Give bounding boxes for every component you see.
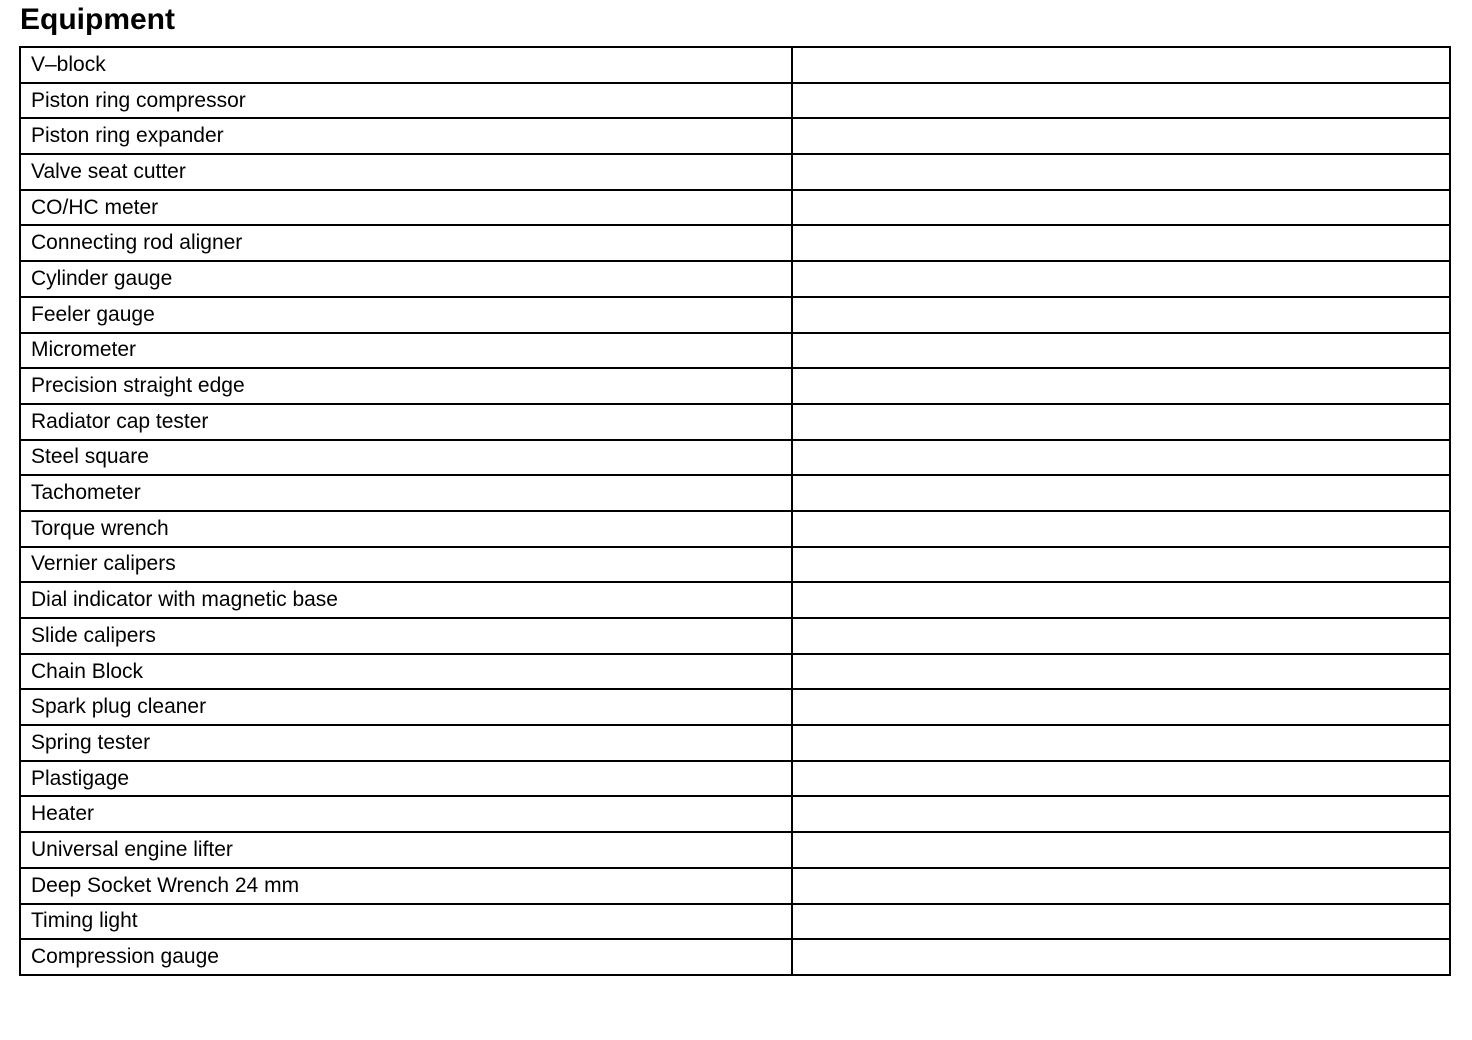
table-row <box>20 939 1450 975</box>
table-row <box>20 118 1450 154</box>
table-row <box>20 154 1450 190</box>
table-row <box>20 297 1450 333</box>
table-row <box>20 868 1450 904</box>
equipment-table <box>19 46 1451 976</box>
equipment-name-cell: Piston ring expander <box>20 118 792 154</box>
equipment-name-cell: Compression gauge <box>20 939 792 975</box>
equipment-name-cell: Cylinder gauge <box>20 261 792 297</box>
table-row <box>20 404 1450 440</box>
equipment-name-cell: Spring tester <box>20 725 792 761</box>
table-row <box>20 904 1450 940</box>
equipment-value-cell <box>792 939 1450 975</box>
table-row <box>20 261 1450 297</box>
equipment-name-cell: Chain Block <box>20 654 792 690</box>
table-row <box>20 832 1450 868</box>
equipment-value-cell <box>792 333 1450 369</box>
equipment-value-cell <box>792 440 1450 476</box>
table-row <box>20 190 1450 226</box>
equipment-name-cell: Feeler gauge <box>20 297 792 333</box>
equipment-value-cell <box>792 118 1450 154</box>
equipment-value-cell <box>792 368 1450 404</box>
equipment-value-cell <box>792 190 1450 226</box>
equipment-value-cell <box>792 761 1450 797</box>
table-row <box>20 440 1450 476</box>
equipment-name-cell: Universal engine lifter <box>20 832 792 868</box>
table-row <box>20 511 1450 547</box>
equipment-value-cell <box>792 904 1450 940</box>
equipment-value-cell <box>792 297 1450 333</box>
table-row <box>20 83 1450 119</box>
table-row <box>20 654 1450 690</box>
equipment-name-cell: Dial indicator with magnetic base <box>20 582 792 618</box>
table-row <box>20 333 1450 369</box>
equipment-name-cell: Valve seat cutter <box>20 154 792 190</box>
equipment-name-cell: Slide calipers <box>20 618 792 654</box>
table-row <box>20 689 1450 725</box>
equipment-value-cell <box>792 547 1450 583</box>
equipment-value-cell <box>792 47 1450 83</box>
equipment-name-cell: Micrometer <box>20 333 792 369</box>
equipment-value-cell <box>792 689 1450 725</box>
equipment-name-cell: Deep Socket Wrench 24 mm <box>20 868 792 904</box>
equipment-value-cell <box>792 618 1450 654</box>
equipment-name-cell: Plastigage <box>20 761 792 797</box>
equipment-value-cell <box>792 475 1450 511</box>
equipment-table-body <box>20 47 1450 975</box>
equipment-value-cell <box>792 654 1450 690</box>
table-row <box>20 725 1450 761</box>
table-row <box>20 618 1450 654</box>
equipment-name-cell: Radiator cap tester <box>20 404 792 440</box>
table-row <box>20 475 1450 511</box>
equipment-name-cell: Heater <box>20 796 792 832</box>
table-row <box>20 582 1450 618</box>
equipment-name-cell: V–block <box>20 47 792 83</box>
table-row <box>20 796 1450 832</box>
equipment-name-cell: Spark plug cleaner <box>20 689 792 725</box>
equipment-value-cell <box>792 225 1450 261</box>
equipment-value-cell <box>792 404 1450 440</box>
table-row <box>20 47 1450 83</box>
equipment-name-cell: Vernier calipers <box>20 547 792 583</box>
equipment-value-cell <box>792 582 1450 618</box>
equipment-value-cell <box>792 725 1450 761</box>
equipment-value-cell <box>792 83 1450 119</box>
equipment-value-cell <box>792 154 1450 190</box>
equipment-name-cell: Timing light <box>20 904 792 940</box>
table-row <box>20 368 1450 404</box>
equipment-name-cell: Connecting rod aligner <box>20 225 792 261</box>
equipment-value-cell <box>792 868 1450 904</box>
table-row <box>20 225 1450 261</box>
equipment-value-cell <box>792 832 1450 868</box>
equipment-name-cell: Torque wrench <box>20 511 792 547</box>
equipment-value-cell <box>792 796 1450 832</box>
equipment-name-cell: CO/HC meter <box>20 190 792 226</box>
equipment-name-cell: Steel square <box>20 440 792 476</box>
equipment-value-cell <box>792 511 1450 547</box>
equipment-name-cell: Piston ring compressor <box>20 83 792 119</box>
equipment-name-cell: Tachometer <box>20 475 792 511</box>
table-row <box>20 547 1450 583</box>
table-row <box>20 761 1450 797</box>
equipment-value-cell <box>792 261 1450 297</box>
page-title: Equipment <box>20 3 175 36</box>
equipment-name-cell: Precision straight edge <box>20 368 792 404</box>
